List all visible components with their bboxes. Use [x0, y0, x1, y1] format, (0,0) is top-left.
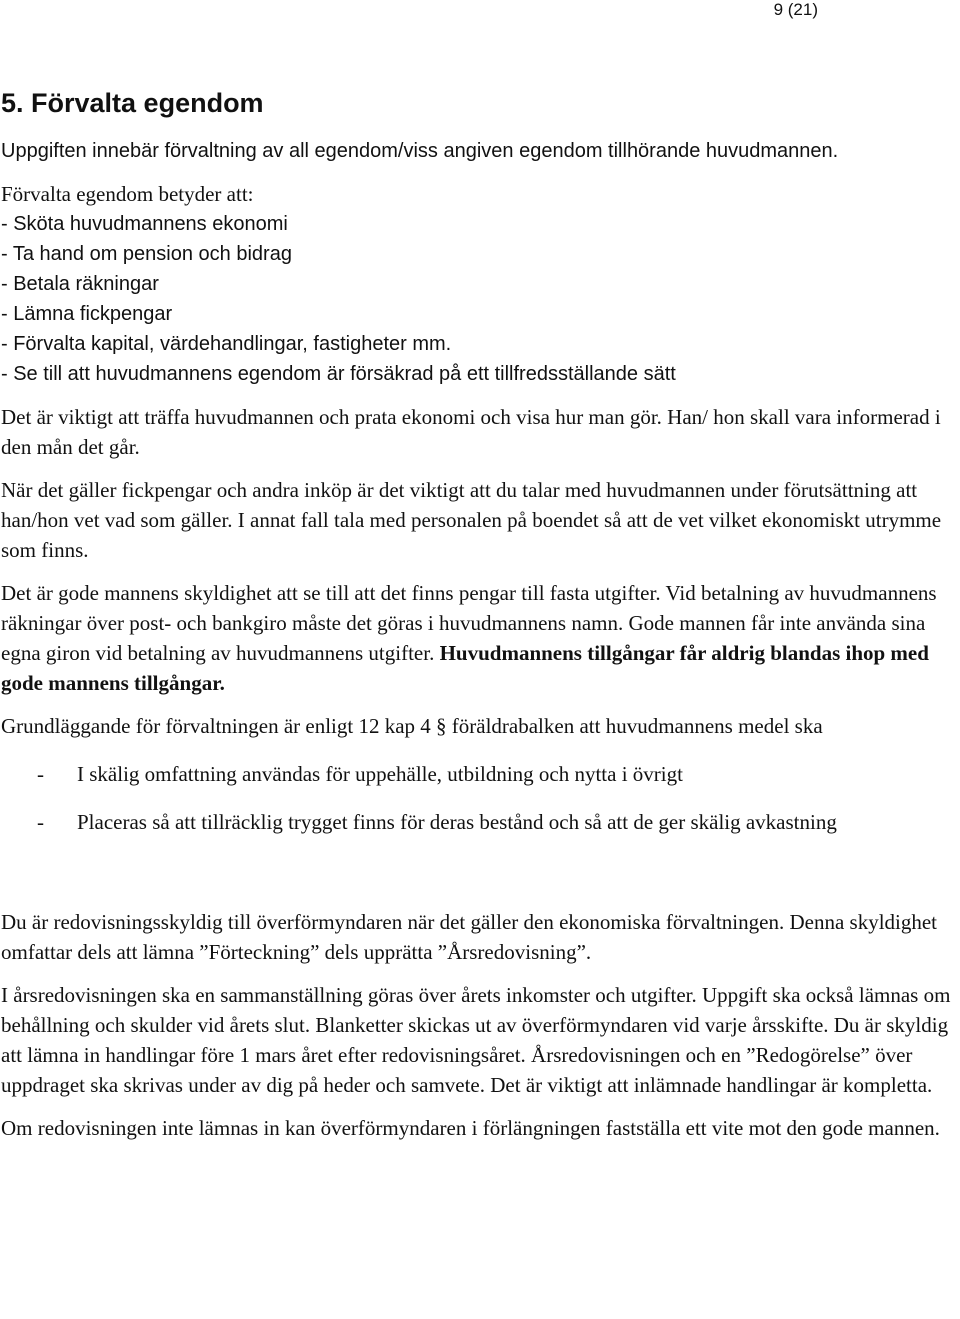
duties-heading: Förvalta egendom betyder att:: [1, 182, 254, 206]
law-paragraph: Grundläggande för förvaltningen är enligt 12 kap 4 § föräldrabalken att huvudmannens medel ska: [1, 714, 823, 738]
duty-item: - Lämna fickpengar: [1, 303, 173, 325]
intro-paragraph: Uppgiften innebär förvaltning av all egendom/viss angiven egendom tillhörande huvudmannen.: [1, 140, 839, 162]
document-body: [1, 86, 959, 1156]
page-number: 9 (21): [773, 0, 818, 19]
obligation-paragraph: [1, 578, 959, 698]
duty-item: - Förvalta kapital, värdehandlingar, fastigheter mm.: [1, 333, 452, 355]
list-bullet: -: [37, 762, 44, 786]
annual-report-paragraph: I årsredovisningen ska en sammanställning göras över årets inkomster och utgifter. Uppgift ska också lämnas om behållning och skulder vid årets slut. Blanketter skickas ut av överförmyndaren vid varje årsskifte. Du är skyldig att lämna in handlingar före 1 mars året efter redovisningsåret. Årsredovisningen och en ”Redogörelse” över uppdraget ska skrivas under av dig på heder och samvete. Det är viktigt att inlämnade handlingar är kompletta.: [1, 983, 951, 1097]
reporting-paragraph: Du är redovisningsskyldig till överförmyndaren när det gäller den ekonomiska förvaltningen. Denna skyldighet omfattar dels att lämna ”Förteckning” dels upprätta ”Årsredovisning”.: [1, 910, 938, 964]
duty-item: - Ta hand om pension och bidrag: [1, 243, 292, 265]
extension-paragraph: Om redovisningen inte lämnas in kan överförmyndaren i förlängningen fastställa ett vite mot den gode mannen.: [1, 1116, 940, 1140]
duties-block: [1, 179, 959, 389]
list-item-text: I skälig omfattning användas för uppehälle, utbildning och nytta i övrigt: [77, 762, 683, 786]
list-item-text: Placeras så att tillräcklig trygget finns för deras bestånd och så att de ger skälig avkastning: [77, 810, 837, 834]
obligation-text: Det är gode mannens skyldighet att se till att det finns pengar till fasta utgifter. Vid betalning av huvudmannens räkningar över post- och bankgiro måste det göras i huvudmannens namn. Gode mannen får inte använda sina egna giron vid betalning av huvudmannens utgifter.: [1, 581, 937, 665]
law-list: [1, 759, 959, 837]
obligation-warning: Huvudmannens tillgångar får aldrig blandas ihop med gode mannens tillgångar.: [1, 641, 929, 695]
duty-item: - Se till att huvudmannens egendom är försäkrad på ett tillfredsställande sätt: [1, 363, 676, 385]
duty-item: - Betala räkningar: [1, 273, 159, 295]
list-item: [1, 807, 959, 837]
list-bullet: -: [37, 810, 44, 834]
pocket-money-paragraph: När det gäller fickpengar och andra inköp är det viktigt att du talar med huvudmannen under förutsättning att han/hon vet vad som gäller. I annat fall tala med personalen på boendet så att de vet vilket ekonomiskt utrymme som finns.: [1, 478, 942, 562]
duty-item: - Sköta huvudmannens ekonomi: [1, 213, 288, 235]
list-item: [1, 759, 959, 789]
section-title: 5. Förvalta egendom: [1, 88, 264, 118]
meeting-paragraph: Det är viktigt att träffa huvudmannen och prata ekonomi och visa hur man gör. Han/ hon skall vara informerad i den mån det går.: [1, 405, 941, 459]
